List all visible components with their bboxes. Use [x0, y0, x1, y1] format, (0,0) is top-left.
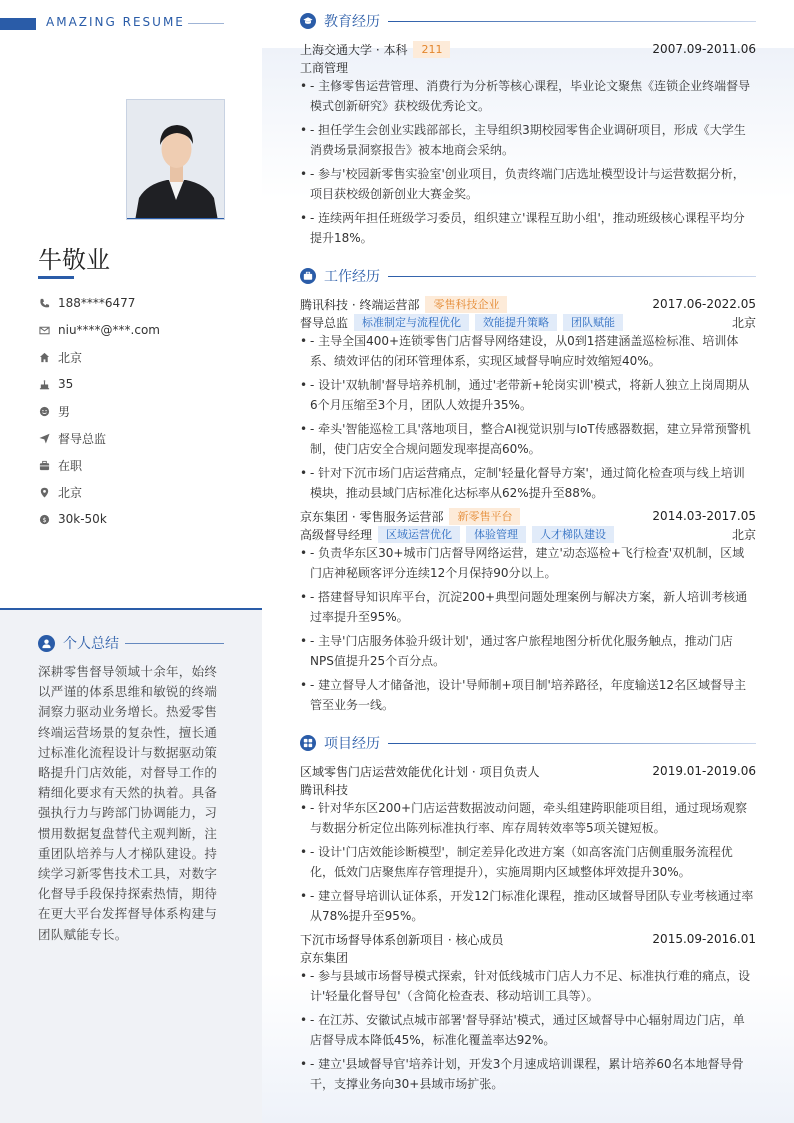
job-date: 2014.03-2017.05	[652, 509, 756, 523]
work-title-line	[388, 276, 756, 277]
work-title: 工作经历	[324, 269, 380, 285]
list-item: • - 建立督导人才储备池，设计'导师制+项目制'培养路径，年度输送12名区域督导主管至业务一线。	[300, 675, 756, 715]
list-item: • - 主导全国400+连锁零售门店督导网络建设，从0到1搭建涵盖巡检标准、培训体系、绩效评估的闭环管理体系，实现区域督导响应时效缩短40%。	[300, 331, 756, 371]
list-item: • - 连续两年担任班级学习委员，组织建立'课程互助小组'，推动班级核心课程平均分提升18%。	[300, 208, 756, 248]
list-item: • - 牵头'智能巡检工具'落地项目，整合AI视觉识别与IoT传感器数据，建立异常预警机制，使门店安全合规问题发现率提高60%。	[300, 419, 756, 459]
home-icon	[38, 351, 50, 363]
job-bullets	[300, 331, 756, 507]
job-city: 北京	[731, 527, 756, 542]
education-date: 2007.09-2011.06	[652, 42, 756, 56]
info-phone	[38, 294, 238, 312]
job-role-row	[300, 525, 756, 543]
list-item: • - 搭建督导知识库平台，沉淀200+典型问题处理案例与解决方案，新人培训考核通过率提升至95%。	[300, 587, 756, 627]
name-underline	[38, 276, 74, 279]
info-text: 督导总监	[58, 431, 107, 446]
list-item: • - 针对下沉市场门店运营痛点，定制'轻量化督导方案'，通过简化检查项与线上培训模块，推动县域门店标准化达标率从62%提升至88%。	[300, 463, 756, 503]
school-name: 上海交通大学 · 本科	[300, 42, 408, 57]
info-text: 北京	[58, 350, 83, 365]
list-item: • - 在江苏、安徽试点城市部署'督导驿站'模式，通过区域督导中心辐射周边门店，单店督导成本降低45%，标准化覆盖率达92%。	[300, 1010, 756, 1050]
project-name: 下沉市场督导体系创新项目 · 核心成员	[300, 932, 504, 947]
info-text: 35	[58, 377, 74, 391]
skill-tag: 区域运营优化	[378, 526, 460, 543]
list-item: • - 主导'门店服务体验升级计划'，通过客户旅程地图分析优化服务触点，推动门店NPS值提升25个百分点。	[300, 631, 756, 671]
job-company-row	[300, 507, 756, 525]
skill-tag: 体验管理	[466, 526, 526, 543]
job-date: 2017.06-2022.05	[652, 297, 756, 311]
projects-title-line	[388, 743, 756, 744]
education-title-line	[388, 21, 756, 22]
info-location	[38, 483, 238, 501]
brand-accent-bar	[0, 18, 36, 30]
briefcase-icon	[38, 459, 50, 471]
info-salary	[38, 510, 238, 528]
company-tag: 零售科技企业	[425, 296, 507, 313]
graduation-cap-icon	[300, 13, 316, 29]
info-home	[38, 348, 238, 366]
skill-tag: 人才梯队建设	[532, 526, 614, 543]
project-name-row	[300, 930, 756, 948]
info-age	[38, 375, 238, 393]
projects-title: 项目经历	[324, 736, 380, 752]
project-bullets	[300, 798, 756, 930]
major-row	[300, 58, 756, 76]
info-text: 北京	[58, 485, 83, 500]
cake-icon	[38, 378, 50, 390]
info-text: 188****6477	[58, 296, 136, 310]
project-date: 2015.09-2016.01	[652, 932, 756, 946]
list-item: • - 设计'门店效能诊断模型'，制定差异化改进方案（如高客流门店侧重服务流程优化，低效门店聚焦库存管理提升），实施周期内区域整体坪效提升30%。	[300, 842, 756, 882]
job-company: 腾讯科技 · 终端运营部	[300, 297, 420, 312]
job-company-row	[300, 295, 756, 313]
phone-icon	[38, 297, 50, 309]
list-item: • - 建立'县域督导官'培养计划，开发3个月速成培训课程，累计培养60名本地督导骨干，支撑业务向30+县域市场扩张。	[300, 1054, 756, 1094]
job-company: 京东集团 · 零售服务运营部	[300, 509, 444, 524]
face-icon	[38, 405, 50, 417]
svg-text:$: $	[41, 515, 47, 524]
list-item: • - 建立督导培训认证体系，开发12门标准化课程，推动区域督导团队专业考核通过率从78%提升至95%。	[300, 886, 756, 926]
info-text: 在职	[58, 458, 83, 473]
job-role-row	[300, 313, 756, 331]
job-role: 高级督导经理	[300, 527, 373, 542]
education-header	[300, 11, 756, 31]
project-bullets	[300, 966, 756, 1098]
list-item: • - 参与'校园新零售实验室'创业项目，负责终端门店选址模型设计与运营数据分析，项目获校级创新创业大赛金奖。	[300, 164, 756, 204]
info-text: niu****@***.com	[58, 323, 160, 337]
job-role: 督导总监	[300, 315, 349, 330]
skill-tag: 团队赋能	[563, 314, 623, 331]
summary-text: 深耕零售督导领域十余年，始终以严谨的体系思维和敏锐的终端洞察力驱动业务增长。热爱零售终端运营场景的复杂性，擅长通过标准化流程设计与数据驱动策略提升门店效能，对督导工作的精细化要求有天然的执着。具备强执行力与跨部门协调能力，习惯用数据复盘替代主观判断，注重团队培养与人才梯队建设。持续学习新零售技术工具，对数字化督导手段保持探索热情，期待在更大平台发挥督导体系构建与团队赋能专长。	[38, 664, 218, 942]
user-icon	[38, 635, 55, 652]
avatar	[126, 99, 225, 220]
list-item: • - 担任学生会创业实践部部长，主导组织3期校园零售企业调研项目，形成《大学生消费场景洞察报告》被本地商会采纳。	[300, 120, 756, 160]
avatar-portrait-icon	[127, 100, 225, 220]
company-tag: 新零售平台	[449, 508, 520, 525]
summary-header	[38, 633, 224, 653]
job-city: 北京	[731, 315, 756, 330]
brand-title: AMAZING RESUME	[46, 15, 185, 29]
education-row	[300, 40, 756, 58]
skill-tag: 标准制定与流程优化	[354, 314, 469, 331]
project-name: 区域零售门店运营效能优化计划 · 项目负责人	[300, 764, 540, 779]
project-name-row	[300, 762, 756, 780]
info-position	[38, 429, 238, 447]
projects-header	[300, 733, 756, 753]
school-tag: 211	[413, 41, 450, 58]
brand-divider	[188, 23, 224, 24]
major: 工商管理	[300, 60, 349, 75]
location-icon	[38, 486, 50, 498]
grid-icon	[300, 735, 316, 751]
list-item: • - 设计'双轨制'督导培养机制，通过'老带新+轮岗实训'模式，将新人独立上岗周期从6个月压缩至3个月，团队人效提升35%。	[300, 375, 756, 415]
info-email[interactable]	[38, 321, 238, 339]
list-item: • - 主修零售运营管理、消费行为分析等核心课程，毕业论文聚焦《连锁企业终端督导模式创新研究》获校级优秀论文。	[300, 76, 756, 116]
money-icon	[38, 513, 50, 525]
info-gender	[38, 402, 238, 420]
education-title: 教育经历	[324, 14, 380, 30]
list-item: • - 针对华东区200+门店运营数据波动问题，牵头组建跨职能项目组，通过现场观察与数据分析定位出陈列标准执行率、库存周转效率等5项关键短板。	[300, 798, 756, 838]
project-org-row	[300, 780, 756, 798]
skill-tag: 效能提升策略	[475, 314, 557, 331]
list-item: • - 参与县域市场督导模式探索，针对低线城市门店人力不足、标准执行难的痛点，设计'轻量化督导包'（含简化检查表、移动培训工具等）。	[300, 966, 756, 1006]
project-org-row	[300, 948, 756, 966]
info-status	[38, 456, 238, 474]
briefcase-icon	[300, 268, 316, 284]
list-item: • - 负责华东区30+城市门店督导网络运营，建立'动态巡检+飞行检查'双机制，区域门店神秘顾客评分连续12个月保持90分以上。	[300, 543, 756, 583]
work-header	[300, 266, 756, 286]
summary-title-line	[125, 643, 224, 644]
info-text: 30k-50k	[58, 512, 107, 526]
project-org: 腾讯科技	[300, 782, 349, 797]
mail-icon	[38, 324, 50, 336]
job-bullets	[300, 543, 756, 719]
summary-title: 个人总结	[63, 636, 119, 652]
person-name: 牛敬业	[38, 246, 110, 274]
project-org: 京东集团	[300, 950, 349, 965]
send-icon	[38, 432, 50, 444]
project-date: 2019.01-2019.06	[652, 764, 756, 778]
info-text: 男	[58, 404, 71, 419]
education-bullets	[300, 76, 756, 252]
